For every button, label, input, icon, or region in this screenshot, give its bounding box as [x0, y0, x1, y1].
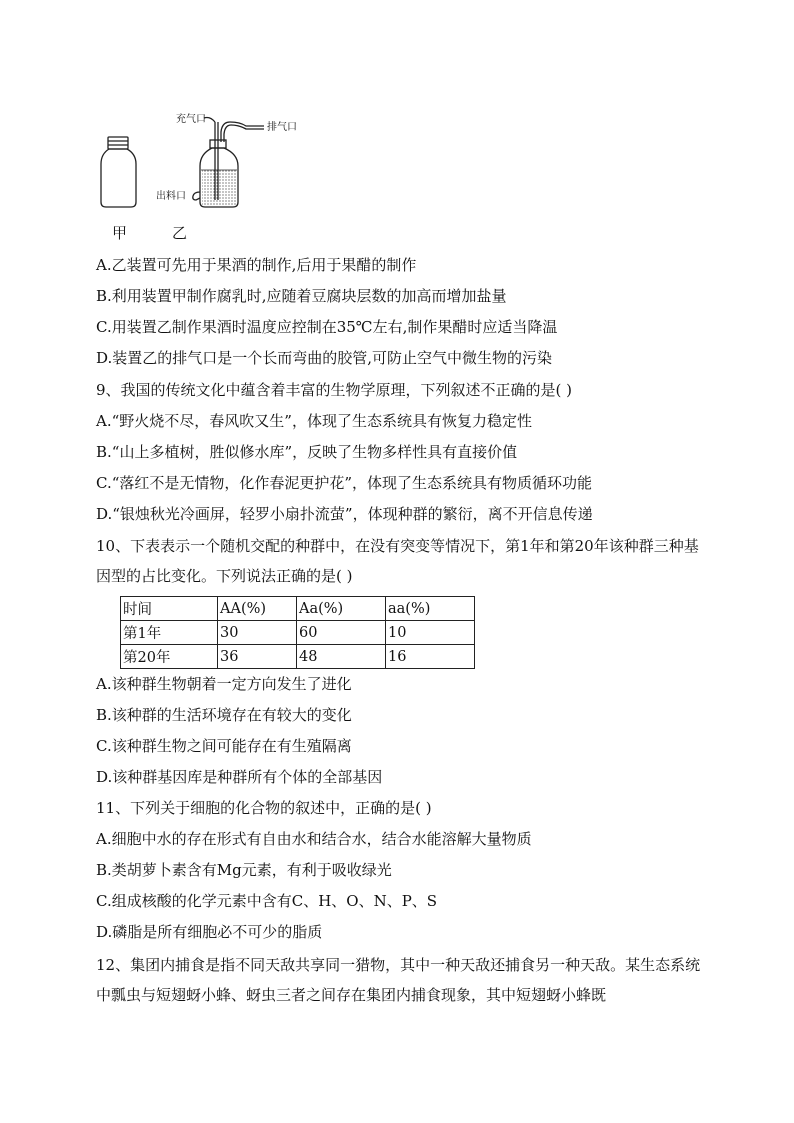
table-cell: 16 — [386, 645, 475, 669]
q10-option-b: B.该种群的生活环境存在有较大的变化 — [96, 706, 352, 724]
inflate-port-label: 充气口 — [176, 114, 206, 125]
table-header-cell: AA(%) — [218, 597, 297, 621]
q8-option-d: D.装置乙的排气口是一个长而弯曲的胶管,可防止空气中微生物的污染 — [96, 349, 553, 367]
q8-option-a: A.乙装置可先用于果酒的制作,后用于果醋的制作 — [96, 256, 417, 274]
bottle-yi — [193, 118, 264, 208]
apparatus-drawing — [96, 92, 316, 242]
bottle-jia — [101, 137, 136, 207]
table-cell: 10 — [386, 621, 475, 645]
q9-stem: 9、我国的传统文化中蕴含着丰富的生物学原理，下列叙述不正确的是( ) — [96, 381, 573, 399]
exhaust-port-label: 排气口 — [267, 122, 297, 133]
table-cell: 60 — [297, 621, 386, 645]
table-header-cell: 时间 — [121, 597, 218, 621]
table-cell: 36 — [218, 645, 297, 669]
q10-option-a: A.该种群生物朝着一定方向发生了进化 — [96, 675, 352, 693]
q10-option-d: D.该种群基因库是种群所有个体的全部基因 — [96, 768, 383, 786]
outlet-port-label: 出料口 — [156, 191, 186, 202]
table-header-cell: Aa(%) — [297, 597, 386, 621]
q11-option-c: C.组成核酸的化学元素中含有C、H、O、N、P、S — [96, 892, 438, 910]
q11-stem: 11、下列关于细胞的化合物的叙述中，正确的是( ) — [96, 799, 432, 817]
q10-stem: 10、下表表示一个随机交配的种群中，在没有突变等情况下，第1年和第20年该种群三种基因型的占比变化。下列说法正确的是( ) — [96, 537, 699, 585]
fermentation-apparatus-figure — [96, 92, 316, 242]
q11-option-d: D.磷脂是所有细胞必不可少的脂质 — [96, 923, 323, 941]
q9-option-a: A.“野火烧不尽，春风吹又生”，体现了生态系统具有恢复力稳定性 — [96, 412, 532, 430]
label-jia: 甲 — [112, 224, 128, 242]
table-cell: 第1年 — [121, 621, 218, 645]
table-cell: 第20年 — [121, 645, 218, 669]
q11-option-a: A.细胞中水的存在形式有自由水和结合水，结合水能溶解大量物质 — [96, 830, 532, 848]
table-cell: 30 — [218, 621, 297, 645]
table-header-cell: aa(%) — [386, 597, 475, 621]
q8-option-c: C.用装置乙制作果酒时温度应控制在35℃左右,制作果醋时应适当降温 — [96, 318, 558, 336]
table-row — [121, 621, 475, 645]
table-header-row — [121, 597, 475, 621]
q9-option-b: B.“山上多植树，胜似修水库”，反映了生物多样性具有直接价值 — [96, 443, 518, 461]
q12-stem: 12、集团内捕食是指不同天敌共享同一猎物，其中一种天敌还捕食另一种天敌。某生态系统中瓢虫与短翅蚜小蜂、蚜虫三者之间存在集团内捕食现象，其中短翅蚜小蜂既 — [96, 956, 701, 1004]
q8-option-b: B.利用装置甲制作腐乳时,应随着豆腐块层数的加高而增加盐量 — [96, 287, 507, 305]
q11-option-b: B.类胡萝卜素含有Mg元素，有利于吸收绿光 — [96, 861, 392, 879]
q9-option-d: D.“银烛秋光冷画屏，轻罗小扇扑流萤”，体现种群的繁衍，离不开信息传递 — [96, 505, 593, 523]
table-cell: 48 — [297, 645, 386, 669]
label-yi: 乙 — [172, 224, 188, 242]
q9-option-c: C.“落红不是无情物，化作春泥更护花”，体现了生态系统具有物质循环功能 — [96, 474, 593, 492]
genotype-table — [120, 596, 475, 669]
table-row — [121, 645, 475, 669]
q10-option-c: C.该种群生物之间可能存在有生殖隔离 — [96, 737, 352, 755]
